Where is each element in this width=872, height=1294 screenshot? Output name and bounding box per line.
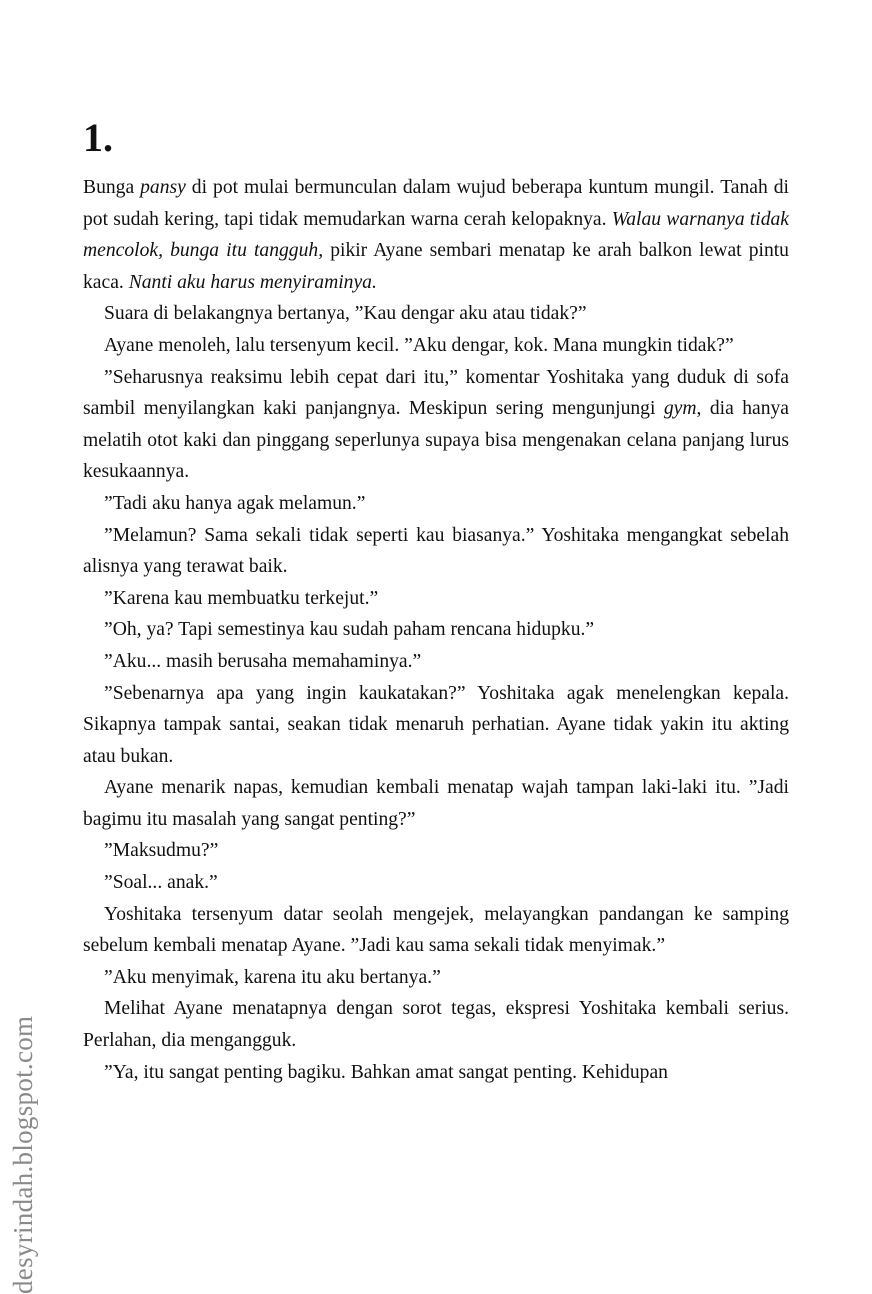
paragraph: [83, 583, 789, 615]
text-segment: Melihat Ayane menatapnya dengan sorot tegas, ekspresi Yoshitaka kembali serius. Perlahan, dia mengangguk.: [83, 998, 789, 1052]
paragraph: [83, 646, 789, 678]
paragraph: [83, 488, 789, 520]
paragraph: [83, 362, 789, 488]
text-segment: pikir Ayane sembari menatap ke arah balkon lewat pintu kaca.: [83, 240, 789, 293]
paragraph: [83, 614, 789, 646]
paragraph: [83, 172, 789, 298]
italic-text: Walau warnanya tidak mencolok, bunga itu tangguh,: [83, 208, 789, 262]
text-segment: ”Aku... masih berusaha memahaminya.”: [104, 650, 422, 672]
text-segment: Ayane menoleh, lalu tersenyum kecil. ”Aku dengar, kok. Mana mungkin tidak?”: [104, 334, 734, 356]
book-page: [83, 115, 789, 1088]
paragraph: [83, 1057, 789, 1089]
text-segment: , dia hanya melatih otot kaki dan pinggang seperlunya supaya bisa mengenakan celana panjang lurus kesukaannya.: [83, 398, 789, 483]
text-segment: ”Melamun? Sama sekali tidak seperti kau biasanya.” Yoshitaka mengangkat sebelah alisnya yang terawat baik.: [83, 524, 789, 578]
text-segment: ”Karena kau membuatku terkejut.”: [104, 587, 379, 609]
text-segment: Yoshitaka tersenyum datar seolah mengejek, melayangkan pandangan ke samping sebelum kembali menatap Ayane. ”Jadi kau sama sekali tidak menyimak.”: [83, 903, 789, 957]
text-segment: di pot mulai bermunculan dalam wujud beberapa kuntum mungil. Tanah di pot sudah kering, tapi tidak memudarkan warna cerah kelopaknya.: [83, 177, 789, 230]
paragraph: [83, 772, 789, 835]
italic-text: gym: [663, 398, 697, 420]
paragraph: [83, 835, 789, 867]
paragraph: [83, 993, 789, 1056]
paragraph: [83, 962, 789, 994]
italic-text: Nanti aku harus menyiraminya.: [128, 271, 377, 293]
watermark: desyrindah.blogspot.com: [8, 1015, 38, 1294]
paragraph: [83, 678, 789, 773]
text-segment: ”Ya, itu sangat penting bagiku. Bahkan amat sangat penting. Kehidupan: [104, 1061, 668, 1083]
text-segment: ”Soal... anak.”: [104, 872, 218, 894]
chapter-title: 1.: [83, 115, 113, 160]
text-segment: ”Oh, ya? Tapi semestinya kau sudah paham rencana hidupku.”: [104, 619, 595, 641]
paragraph: [83, 899, 789, 962]
text-segment: Suara di belakangnya bertanya, ”Kau dengar aku atau tidak?”: [104, 303, 587, 325]
text-segment: ”Maksudmu?”: [104, 840, 219, 862]
italic-text: pansy: [140, 177, 186, 198]
paragraph: [83, 867, 789, 899]
chapter-body: [83, 172, 789, 1088]
text-segment: ”Sebenarnya apa yang ingin kaukatakan?” Yoshitaka agak menelengkan kepala. Sikapnya tampak santai, seakan tidak menaruh perhatian. Ayane tidak yakin itu akting atau bukan.: [83, 682, 789, 767]
paragraph: [83, 330, 789, 362]
text-segment: Ayane menarik napas, kemudian kembali menatap wajah tampan laki-laki itu. ”Jadi bagimu itu masalah yang sangat penting?”: [83, 777, 789, 830]
text-segment: ”Aku menyimak, karena itu aku bertanya.”: [104, 966, 441, 988]
paragraph: [83, 520, 789, 583]
paragraph: [83, 298, 789, 330]
text-segment: ”Seharusnya reaksimu lebih cepat dari itu,” komentar Yoshitaka yang duduk di sofa sambil menyilangkan kaki panjangnya. Meskipun sering mengunjungi: [83, 366, 789, 420]
text-segment: ”Tadi aku hanya agak melamun.”: [104, 492, 366, 514]
text-segment: Bunga: [83, 177, 141, 198]
